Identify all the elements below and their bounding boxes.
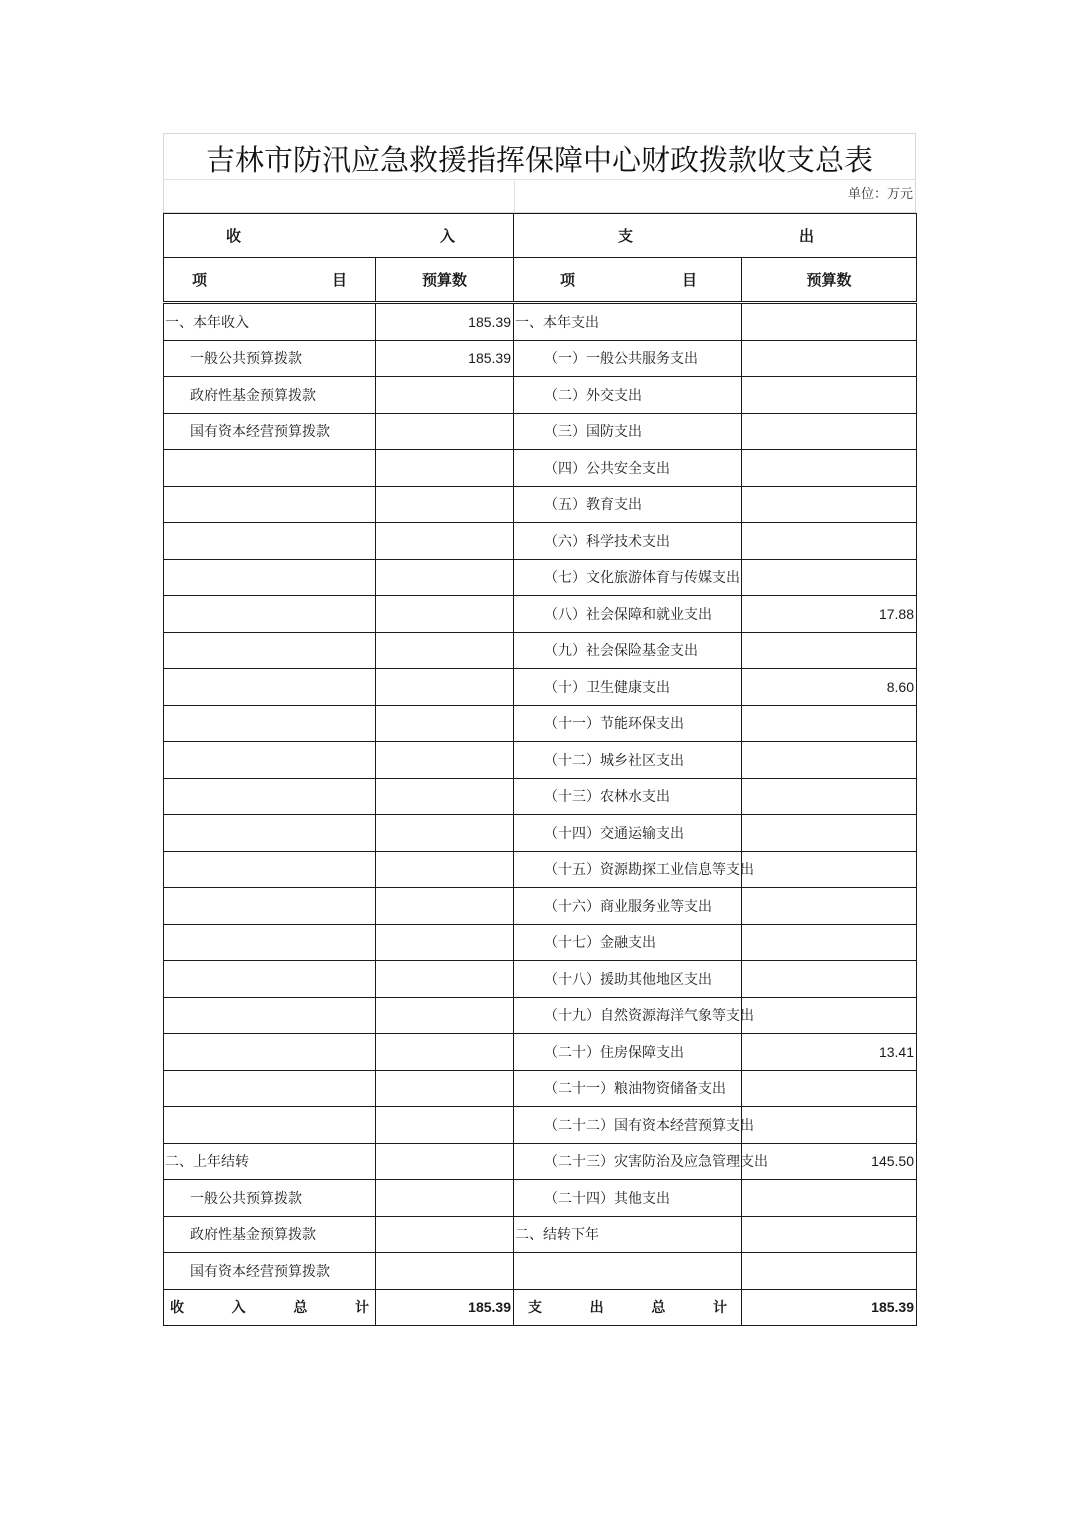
income-item: 国有资本经营预算拨款 [164,1253,376,1290]
table-row [164,669,917,706]
expense-item-header: 项 目 [514,258,742,302]
table-row [164,304,917,341]
income-value [376,523,514,560]
expense-value [742,1180,917,1217]
income-item: 政府性基金预算拨款 [164,1216,376,1253]
expense-value [742,1216,917,1253]
expense-value [742,851,917,888]
expense-value [742,304,917,341]
table-row [164,559,917,596]
income-item [164,851,376,888]
table-row [164,815,917,852]
income-value [376,1034,514,1071]
expense-value: 145.50 [742,1143,917,1180]
income-value [376,705,514,742]
expense-value [742,450,917,487]
income-value [376,815,514,852]
expense-value [742,705,917,742]
expense-value [742,377,917,414]
expense-value [742,888,917,925]
income-value [376,1253,514,1290]
expense-item: （十八）援助其他地区支出 [514,961,742,998]
expense-item: （十九）自然资源海洋气象等支出 [514,997,742,1034]
income-item: 二、上年结转 [164,1143,376,1180]
expense-value [742,486,917,523]
income-value [376,377,514,414]
income-value: 185.39 [376,340,514,377]
expense-item: （十六）商业服务业等支出 [514,888,742,925]
income-item: 国有资本经营预算拨款 [164,413,376,450]
income-item [164,924,376,961]
income-item [164,1107,376,1144]
expense-item: （十五）资源勘探工业信息等支出 [514,851,742,888]
table-row [164,632,917,669]
unit-label: 单位：万元 [847,187,913,202]
income-value [376,851,514,888]
expense-value [742,778,917,815]
title-row [163,133,916,179]
table-row [164,1216,917,1253]
expense-value: 13.41 [742,1034,917,1071]
table-row [164,1070,917,1107]
income-value [376,742,514,779]
expense-item: （二十）住房保障支出 [514,1034,742,1071]
expense-item: （十）卫生健康支出 [514,669,742,706]
table-row [164,1180,917,1217]
expense-value [742,1107,917,1144]
table-row [164,961,917,998]
income-item [164,669,376,706]
expense-item: （六）科学技术支出 [514,523,742,560]
expense-total-label: 支 出 总 计 [514,1289,742,1326]
expense-item: （十一）节能环保支出 [514,705,742,742]
income-value [376,486,514,523]
income-item-header: 项 目 [164,258,376,302]
table-row [164,778,917,815]
income-value [376,669,514,706]
expense-value [742,340,917,377]
table-row [164,851,917,888]
expense-value [742,632,917,669]
expense-item: （二十二）国有资本经营预算支出 [514,1107,742,1144]
income-budget-header: 预算数 [376,258,514,302]
expense-item: （二十三）灾害防治及应急管理支出 [514,1143,742,1180]
table-row [164,450,917,487]
expense-item: （七）文化旅游体育与传媒支出 [514,559,742,596]
expense-item: （四）公共安全支出 [514,450,742,487]
expense-item: （二十一）粮油物资储备支出 [514,1070,742,1107]
income-item [164,596,376,633]
page-title: 吉林市防汛应急救援指挥保障中心财政拨款收支总表 [205,143,873,177]
expense-value [742,523,917,560]
table-row [164,997,917,1034]
income-header: 收 入 [164,214,514,258]
income-value: 185.39 [376,304,514,341]
expense-value [742,413,917,450]
table-row [164,742,917,779]
income-item [164,1070,376,1107]
income-item [164,559,376,596]
income-item: 一般公共预算拨款 [164,340,376,377]
expense-item: （八）社会保障和就业支出 [514,596,742,633]
expense-value [742,815,917,852]
income-item [164,632,376,669]
income-item: 政府性基金预算拨款 [164,377,376,414]
income-item [164,450,376,487]
header-row-main [164,214,917,258]
expense-item: （三）国防支出 [514,413,742,450]
expense-item: 一、本年支出 [514,304,742,341]
budget-sheet [163,133,916,1326]
expense-item: （十三）农林水支出 [514,778,742,815]
expense-value: 17.88 [742,596,917,633]
income-item [164,778,376,815]
expense-item: （五）教育支出 [514,486,742,523]
income-value [376,1070,514,1107]
total-row [164,1289,917,1326]
income-value [376,632,514,669]
budget-table [163,213,917,1326]
income-value [376,559,514,596]
expense-header: 支 出 [514,214,917,258]
expense-value [742,997,917,1034]
income-value [376,961,514,998]
expense-value [742,559,917,596]
table-row [164,377,917,414]
income-value [376,924,514,961]
expense-item: （十二）城乡社区支出 [514,742,742,779]
table-row [164,413,917,450]
expense-total-value: 185.39 [742,1289,917,1326]
income-value [376,1107,514,1144]
income-total-value: 185.39 [376,1289,514,1326]
expense-item: （二）外交支出 [514,377,742,414]
expense-item: 二、结转下年 [514,1216,742,1253]
expense-item: （一）一般公共服务支出 [514,340,742,377]
table-row [164,888,917,925]
income-item [164,888,376,925]
expense-item: （二十四）其他支出 [514,1180,742,1217]
income-item [164,742,376,779]
table-row [164,486,917,523]
income-item: 一般公共预算拨款 [164,1180,376,1217]
income-item [164,523,376,560]
income-value [376,1216,514,1253]
income-value [376,778,514,815]
table-row [164,924,917,961]
unit-row [163,179,916,213]
expense-value [742,961,917,998]
income-value [376,1180,514,1217]
table-row [164,596,917,633]
income-item [164,815,376,852]
income-item [164,961,376,998]
expense-value: 8.60 [742,669,917,706]
income-value [376,1143,514,1180]
expense-value [742,924,917,961]
expense-item [514,1253,742,1290]
table-row [164,1253,917,1290]
table-row [164,523,917,560]
expense-item: （十七）金融支出 [514,924,742,961]
income-item [164,486,376,523]
expense-item: （十四）交通运输支出 [514,815,742,852]
table-row [164,1107,917,1144]
table-row [164,340,917,377]
expense-item: （九）社会保险基金支出 [514,632,742,669]
income-item [164,997,376,1034]
income-value [376,596,514,633]
income-item [164,1034,376,1071]
income-item [164,705,376,742]
income-value [376,413,514,450]
income-value [376,888,514,925]
income-value [376,997,514,1034]
income-value [376,450,514,487]
expense-value [742,1070,917,1107]
income-total-label: 收 入 总 计 [164,1289,376,1326]
expense-value [742,742,917,779]
income-item: 一、本年收入 [164,304,376,341]
table-row [164,1143,917,1180]
header-row-sub [164,258,917,302]
table-row [164,705,917,742]
expense-value [742,1253,917,1290]
table-row [164,1034,917,1071]
expense-budget-header: 预算数 [742,258,917,302]
